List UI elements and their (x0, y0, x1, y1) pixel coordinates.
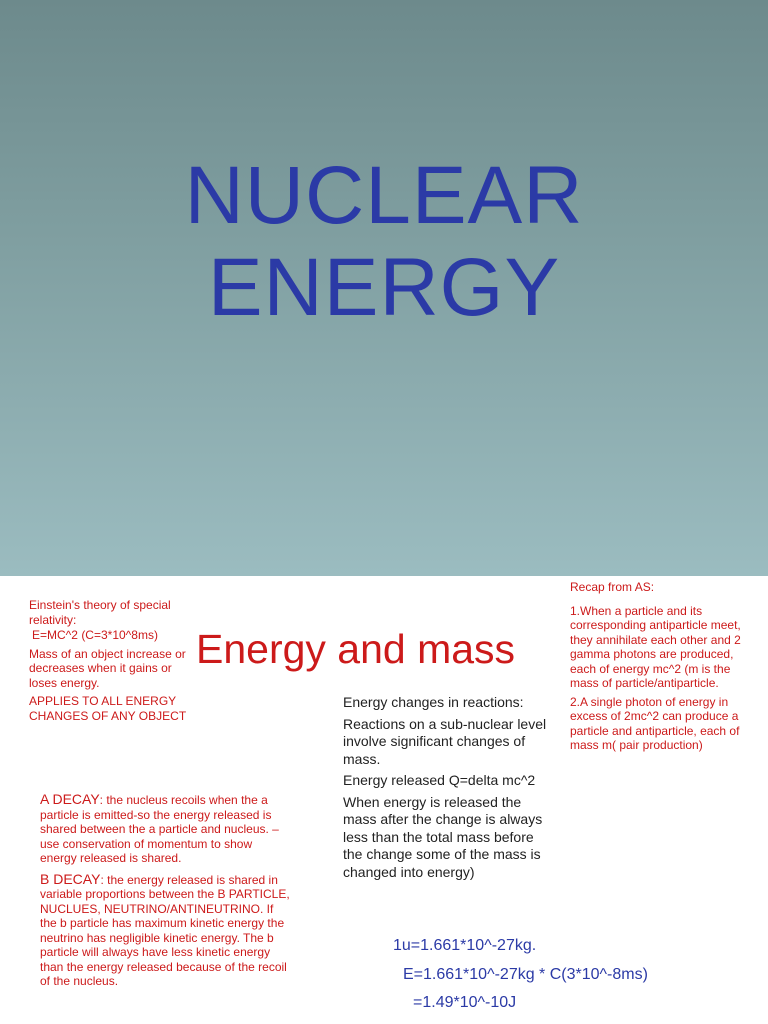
alpha-decay-label: A DECAY (40, 791, 100, 807)
beta-decay-label: B DECAY (40, 870, 101, 887)
beta-decay-body: : the energy released is shared in variable proportions between the B PARTICLE, NUCLUES, NEUTRINO/ANTINEUTRINO. If the b particle has maximum kinetic energy the neutrino has negligible kinetic energy. The b particle will always have less kinetic energy than the energy released because of the recoil of the nucleus. (40, 872, 290, 988)
energy-changes-heading: Energy changes in reactions: (343, 694, 524, 710)
recap-heading: Recap from AS: (570, 580, 655, 594)
einstein-theory-text: Einstein's theory of special relativity: (29, 598, 171, 627)
mass-change-text: Mass of an object increase or decreases when it gains or loses energy. (29, 646, 186, 690)
beta-decay-text (40, 872, 290, 989)
slide-heading: Energy and mass (196, 626, 516, 672)
mass-unit-equation: 1u=1.661*10^-27kg. (393, 937, 537, 954)
title-line-2: ENERGY (207, 242, 561, 333)
energy-changes-notes (343, 694, 553, 885)
alpha-decay-text (40, 792, 290, 866)
sub-nuclear-text: Reactions on a sub-nuclear level involve significant changes of mass. (343, 715, 547, 767)
mass-loss-text: When energy is released the mass after the change is always less than the total mass before the change some of the mass is changed into energy) (343, 793, 543, 880)
energy-result: =1.49*10^-10J (413, 994, 517, 1011)
applies-note: APPLIES TO ALL ENERGY CHANGES OF ANY OBJECT (29, 694, 187, 723)
recap-pair-production: 2.A single photon of energy in excess of 2mc^2 can produce a particle and antiparticle, each of mass m( pair production) (570, 694, 740, 752)
recap-box (570, 580, 760, 757)
energy-calc-equation: E=1.661*10^-27kg * C(3*10^-8ms) (403, 966, 648, 983)
mass-energy-equation: E=MC^2 (C=3*10^8ms) (32, 628, 158, 642)
decay-notes (40, 792, 290, 993)
einstein-notes (29, 598, 194, 727)
energy-released-formula: Energy released Q=delta mc^2 (343, 772, 536, 788)
content-slide (0, 576, 768, 1024)
alpha-decay-body: : the nucleus recoils when the a particle is emitted-so the energy released is shared between the a particle and nucleus. – use conservation of momentum to show energy released is shared. (40, 793, 279, 865)
recap-annihilation: 1.When a particle and its corresponding antiparticle meet, they annihilate each other and 2 gamma photons are produced, each of energy mc^2 (m is the mass of particle/antiparticle. (570, 603, 741, 690)
title-line-1: NUCLEAR (184, 150, 584, 241)
slide-title (0, 150, 768, 334)
